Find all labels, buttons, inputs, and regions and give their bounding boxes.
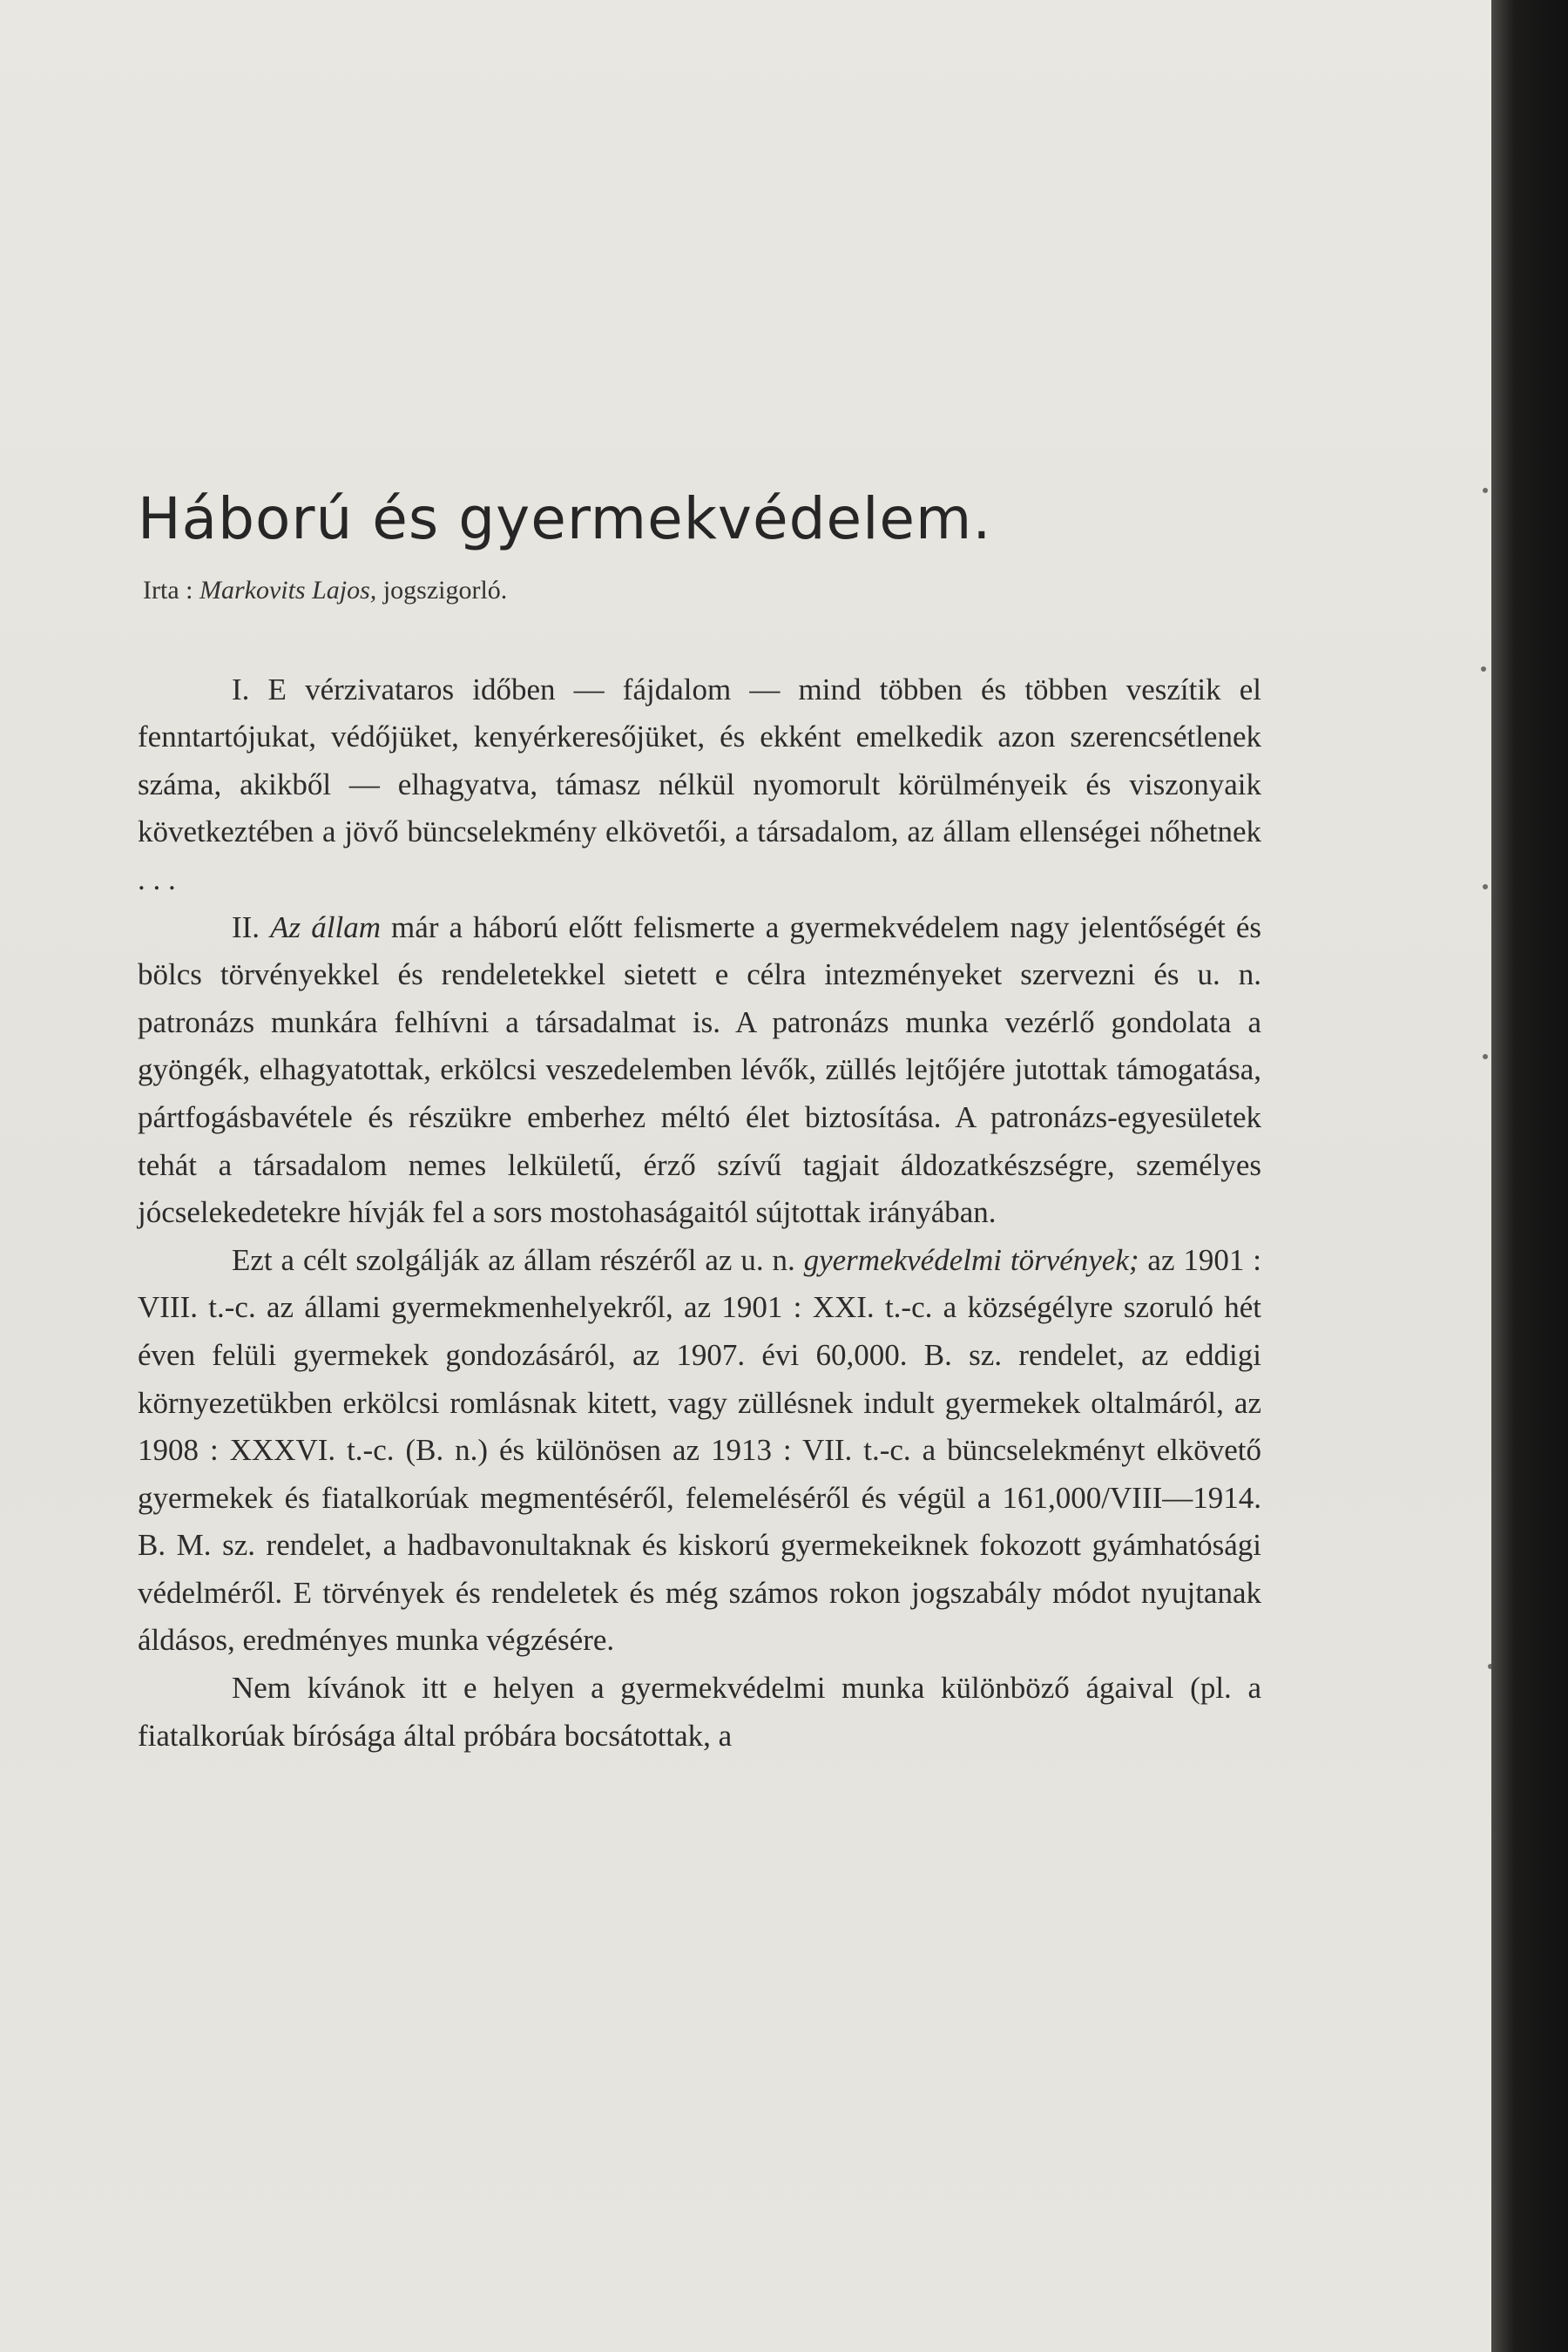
article	[138, 485, 1262, 1760]
margin-speck	[1483, 884, 1488, 889]
paragraph-3-rest: az 1901 : VIII. t.-c. az állami gyermekmenhelyekről, az 1901 : XXI. t.-c. a községélyre szoruló hét éven felüli gyermekek gondozásáról, az 1907. évi 60,000. B. sz. rendelet, az eddigi környezetükben erkölcsi romlásnak kitett, vagy züllésnek indult gyermekek oltalmáról, az 1908 : XXXVI. t.-c. (B. n.) és különösen az 1913 : VII. t.-c. a büncselekményt elkövető gyermekek és fiatalkorúak megmentéséről, felemeléséről és végül a 161,000/VIII—1914. B. M. sz. rendelet, a hadbavonultaknak és kiskorú gyermekeiknek fokozott gyámhatósági védelméről. E törvények és rendeletek és még számos rokon jogszabály módot nyujtanak áldásos, eredményes munka végzésére.	[138, 1242, 1262, 1658]
margin-speck	[1481, 666, 1486, 672]
paragraph-3-start: Ezt a célt szolgálják az állam részéről az u. n.	[232, 1242, 804, 1277]
paragraph-2	[138, 904, 1261, 1237]
paragraph-2-rest: már a háború előtt felismerte a gyermekvédelem nagy jelentőségét és bölcs törvényekkel és rendeletekkel sietett e célra intezményeket szervezni és u. n. patronázs munkára felhívni a társadalmat is. A patronázs munka vezérlő gondolata a gyöngék, elhagyatottak, erkölcsi veszedelemben lévők, züllés lejtőjére jutottak támogatása, pártfogásbavétele és részükre emberhez méltó élet biztosítása. A patronázs-egyesületek tehát a társadalom nemes lelkületű, érző szívű tagjait áldozatkészségre, személyes jócselekedetekre hívják fel a sors mostohaságaitól sújtottak irányában.	[138, 909, 1261, 1230]
paragraph-3-emphasis: gyermekvédelmi törvények;	[803, 1242, 1139, 1277]
paragraph-4: Nem kívánok itt e helyen a gyermekvédelmi munka különböző ágaival (pl. a fiatalkorúak bírósága által próbára bocsátottak, a	[138, 1671, 1261, 1753]
paragraph-2-emphasis: Az állam	[270, 909, 381, 944]
paragraph-3	[138, 1237, 1261, 1665]
paragraph-1: I. E vérzivataros időben — fájdalom — mind többen és többen veszítik el fenntartójukat, védőjüket, kenyérkeresőjüket, és ekként emelkedik azon szerencsétlenek száma, akikből — elhagyatva, támasz nélkül nyomorult körülményeik és viszonyaik következtében a jövő büncselekmény elkövetői, a társadalom, az állam ellenségei nőhetnek . . .	[138, 672, 1261, 896]
paragraph-2-start: II.	[232, 909, 271, 944]
byline	[143, 576, 1261, 605]
author-role: jogszigorló.	[382, 575, 508, 605]
margin-speck	[1483, 488, 1488, 493]
byline-prefix: Irta :	[143, 575, 193, 605]
scan-edge-shadow	[1491, 0, 1568, 2352]
margin-speck	[1483, 1054, 1488, 1059]
author-name: Markovits Lajos,	[199, 575, 377, 605]
article-title: Háború és gyermekvédelem.	[138, 485, 992, 552]
